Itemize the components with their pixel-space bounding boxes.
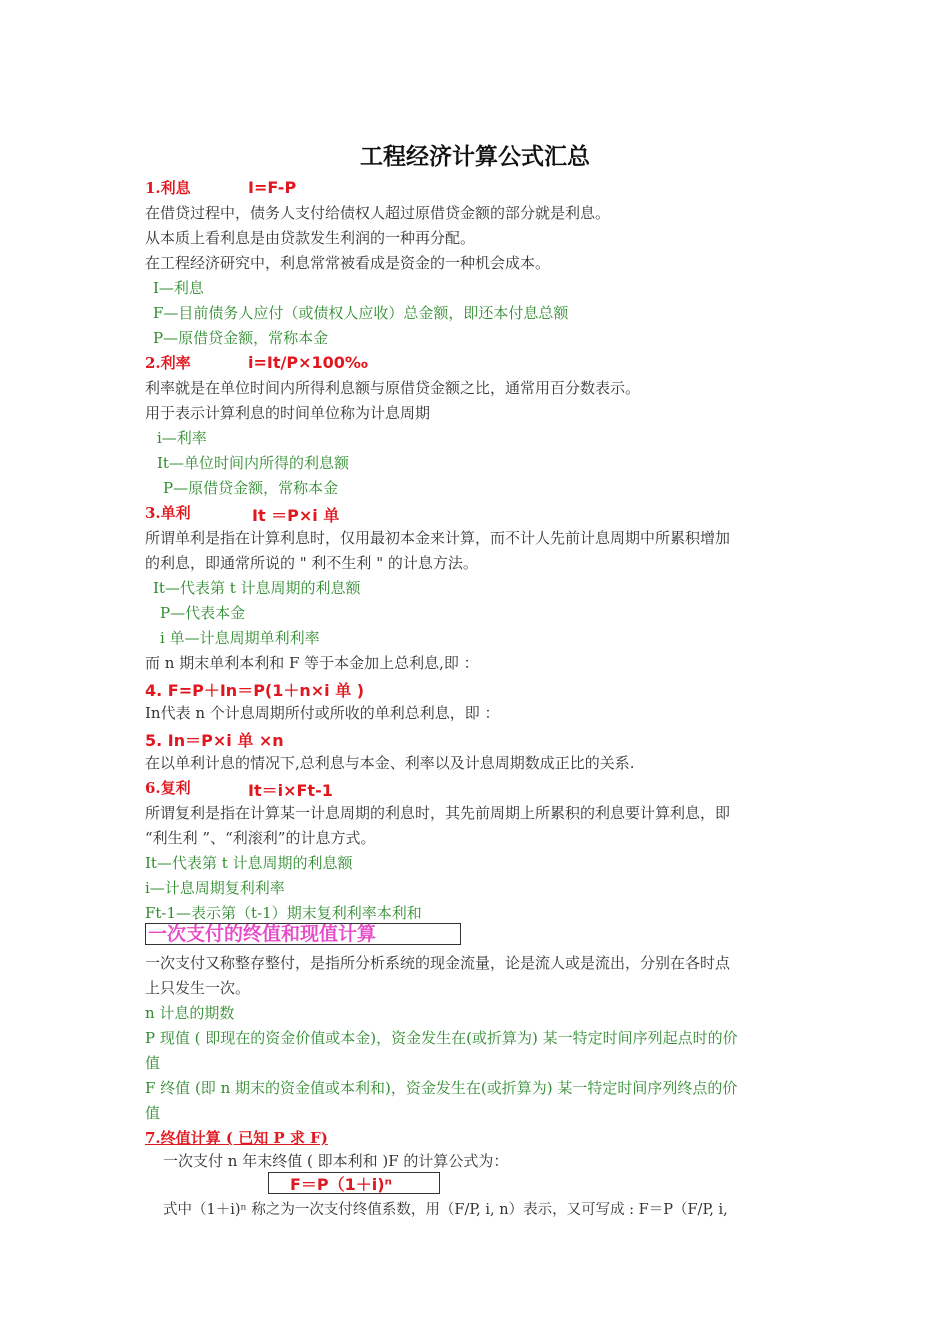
- s7-paragraph-1: 一次支付 n 年末终值 ( 即本利和 )F 的计算公式为：: [163, 1152, 509, 1170]
- s2-definition-3: P—原借贷金额，常称本金: [163, 479, 339, 497]
- once-def-f-b: 值: [145, 1104, 161, 1122]
- s1-definition-1: I—利息: [153, 279, 204, 297]
- s2-paragraph-2: 用于表示计算利息的时间单位称为计息周期: [145, 404, 431, 422]
- section-7-heading: 7.终值计算 ( 已知 P 求 F): [145, 1129, 328, 1147]
- section-3-heading: 3.单利: [145, 504, 191, 522]
- s3-definition-2: P—代表本金: [160, 604, 246, 622]
- s3-definition-1: It—代表第 t 计息周期的利息额: [153, 579, 361, 597]
- s6-paragraph-1a: 所谓复利是指在计算某一计息周期的利息时，其先前周期上所累积的利息要计算利息，即: [145, 804, 731, 822]
- s6-paragraph-1b: “利生利 ”、“利滚利”的计息方式。: [145, 829, 376, 847]
- page-title: 工程经济计算公式汇总: [360, 143, 590, 170]
- section-2-heading: 2.利率: [145, 354, 191, 372]
- formula-compound: It＝i×Ft-1: [248, 781, 333, 800]
- s1-paragraph-2: 从本质上看利息是由贷款发生利润的一种再分配。: [145, 229, 476, 247]
- s7-paragraph-2: 式中（1＋i)ⁿ 称之为一次支付终值系数，用（F/P, i, n）表示，又可写成 : F＝P（F/P, i,: [163, 1202, 728, 1218]
- once-def-f-a: F 终值 (即 n 期末的资金值或本利和)，资金发生在(或折算为) 某一特定时间序列终点的价: [145, 1079, 738, 1097]
- s2-paragraph-1: 利率就是在单位时间内所得利息额与原借贷金额之比，通常用百分数表示。: [145, 379, 641, 397]
- s2-definition-2: It—单位时间内所得的利息额: [157, 454, 349, 472]
- s3-paragraph-2: 而 n 期末单利本利和 F 等于本金加上总利息,即 ：: [145, 654, 479, 672]
- once-def-p-b: 值: [145, 1054, 161, 1072]
- s1-definition-3: P—原借贷金额，常称本金: [153, 329, 329, 347]
- section-6-heading: 6.复利: [145, 779, 191, 797]
- s1-definition-2: F—目前债务人应付（或债权人应收）总金额，即还本付息总额: [153, 304, 569, 322]
- section-box-heading: 一次支付的终值和现值计算: [145, 923, 461, 945]
- once-def-p-a: P 现值 ( 即现在的资金价值或本金)，资金发生在(或折算为) 某一特定时间序列起点时的价: [145, 1029, 738, 1047]
- s6-definition-1: It—代表第 t 计息周期的利息额: [145, 854, 353, 872]
- formula-rate: i=It/P×100‰: [248, 353, 368, 372]
- formula-interest: I=F-P: [248, 178, 297, 197]
- s6-definition-2: i—计息周期复利利率: [145, 879, 285, 897]
- formula-simple-sum: 4. F=P＋In＝P(1＋n×i 单 ): [145, 681, 365, 700]
- once-paragraph-1b: 上只发生一次。: [145, 979, 251, 997]
- s3-paragraph-1a: 所谓单利是指在计算利息时，仅用最初本金来计算，而不计人先前计息周期中所累积增加: [145, 529, 731, 547]
- s3-paragraph-1b: 的利息，即通常所说的 " 利不生利 " 的计息方法。: [145, 554, 478, 572]
- s1-paragraph-1: 在借贷过程中，债务人支付给债权人超过原借贷金额的部分就是利息。: [145, 204, 611, 222]
- s6-definition-3: Ft-1—表示第（t-1）期末复利利率本利和: [145, 904, 422, 922]
- s2-definition-1: i—利率: [157, 429, 207, 447]
- once-def-n: n 计息的期数: [145, 1004, 235, 1022]
- formula-simple-interest: It ＝P×i 单: [252, 506, 340, 525]
- s1-paragraph-3: 在工程经济研究中，利息常常被看成是资金的一种机会成本。: [145, 254, 551, 272]
- formula-total-interest: 5. In＝P×i 单 ×n: [145, 731, 284, 750]
- s3-definition-3: i 单—计息周期单利利率: [160, 629, 320, 647]
- formula-future-value: F＝P（1＋i)ⁿ: [290, 1175, 392, 1194]
- s5-note: 在以单利计息的情况下,总利息与本金、利率以及计息周期数成正比的关系.: [145, 754, 635, 772]
- section-1-heading: 1.利息: [145, 179, 191, 197]
- once-paragraph-1a: 一次支付又称整存整付，是指所分析系统的现金流量，论是流人或是流出，分别在各时点: [145, 954, 731, 972]
- s4-note: In代表 n 个计息周期所付或所收的单利总利息，即 ：: [145, 704, 500, 722]
